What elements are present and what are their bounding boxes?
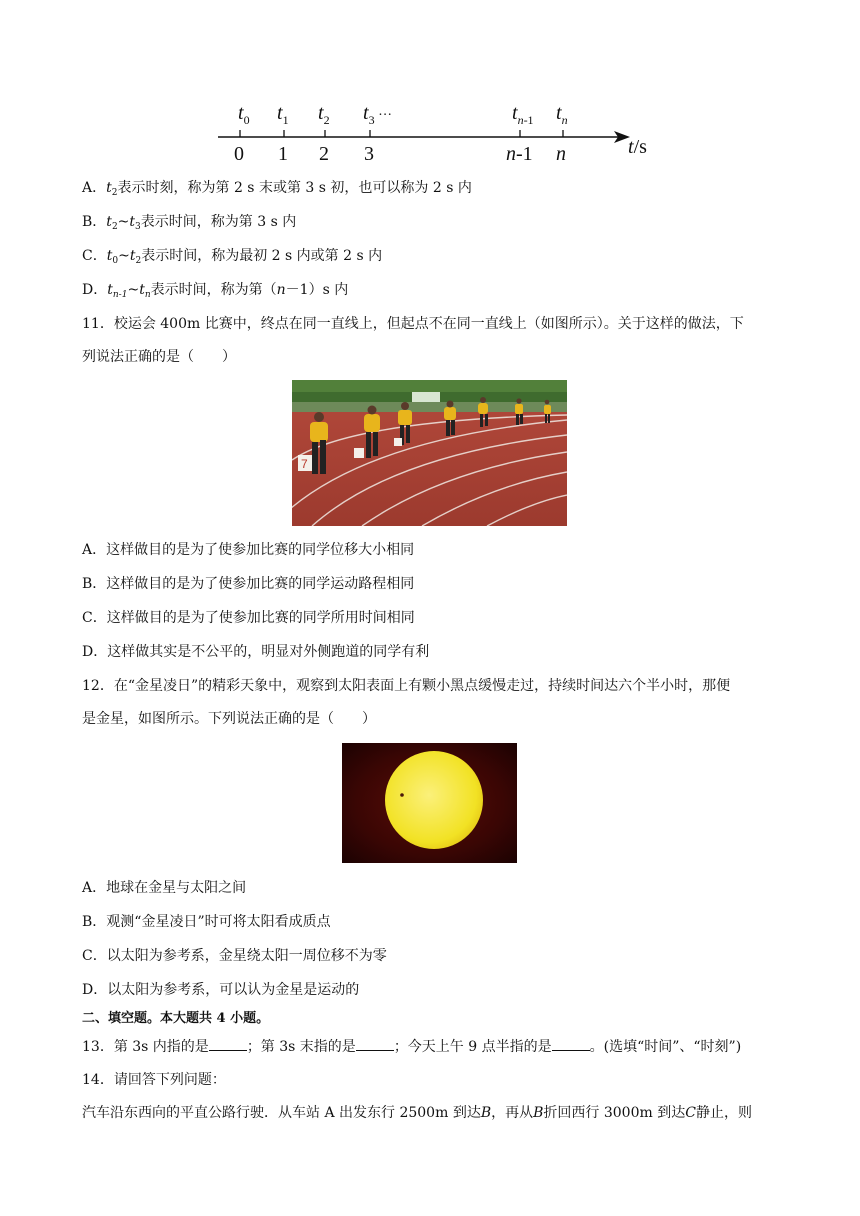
tick-label-t3: $t_3$ ··· (363, 102, 393, 127)
q10-option-a: A．$t_2$表示时刻，称为第 2 s 末或第 3 s 初，也可以称为 2 s 内 (82, 180, 472, 198)
q14-text: 汽车沿东西向的平直公路行驶．从车站 A 出发东行 2500m 到达B，再从B折回西行 3000m 到达C静止，则 (82, 1105, 752, 1121)
venus-transit-photo (342, 743, 517, 863)
q12-option-c: C．以太阳为参考系，金星绕太阳一周位移不为零 (82, 948, 387, 964)
q12-option-b: B．观测“金星凌日”时可将太阳看成质点 (82, 914, 331, 930)
q11-stem-line1: 11．校运会 400m 比赛中，终点在同一直线上，但起点不在同一直线上（如图所示）。关于这样的做法，下 (82, 316, 744, 332)
q11-stem-line2: 列说法正确的是（ ） (82, 349, 236, 365)
tick-label-tn: $t_n$ (556, 102, 568, 127)
q12-option-d: D．以太阳为参考系，可以认为金星是运动的 (82, 982, 360, 998)
tick-label-t1: $t_1$ (277, 102, 289, 127)
tick-value-0: 0 (234, 143, 244, 165)
q11-option-c: C．这样做目的是为了使参加比赛的同学所用时间相同 (82, 610, 415, 626)
tick-label-t0: $t_0$ (238, 102, 250, 127)
tick-value-n: n (556, 143, 566, 165)
q13-blank-3[interactable] (552, 1036, 590, 1051)
q10-option-d: D．$t_{n-1}\sim t_n$表示时间，称为第（n－1）s 内 (82, 282, 349, 300)
axis-label: t/s (628, 136, 647, 158)
q10-option-c: C．$t_0\sim t_2$表示时间，称为最初 2 s 内或第 2 s 内 (82, 248, 383, 266)
tick-label-tn-1: $t_n-1$ (512, 102, 534, 127)
q13-blank-2[interactable] (356, 1036, 394, 1051)
q12-stem-line2: 是金星，如图所示。下列说法正确的是（ ） (82, 711, 376, 727)
q11-option-a: A．这样做目的是为了使参加比赛的同学位移大小相同 (82, 542, 415, 558)
q10-option-b: B．$t_2\sim t_3$表示时间，称为第 3 s 内 (82, 214, 297, 232)
lane-number: 7 (301, 457, 308, 471)
q13-line: 13．第 3s 内指的是 ；第 3s 末指的是 ；今天上午 9 点半指的是 。(选填“时间”、“时刻”) (82, 1036, 741, 1057)
tick-label-t2: $t_2$ (318, 102, 330, 127)
tick-value-n-1: n-1 (506, 143, 533, 165)
q13-blank-1[interactable] (209, 1036, 247, 1051)
q11-option-d: D．这样做其实是不公平的，明显对外侧跑道的同学有利 (82, 644, 430, 660)
q12-stem-line1: 12．在“金星凌日”的精彩天象中，观察到太阳表面上有颗小黑点缓慢走过，持续时间达六个半小时，那便 (82, 678, 731, 694)
section-heading: 二、填空题。本大题共 4 小题。 (82, 1011, 270, 1026)
track-race-photo (292, 380, 567, 526)
tick-value-2: 2 (319, 143, 329, 165)
q14-stem: 14．请回答下列问题： (82, 1072, 226, 1088)
tick-value-3: 3 (364, 143, 374, 165)
q11-option-b: B．这样做目的是为了使参加比赛的同学运动路程相同 (82, 576, 415, 592)
timeline-figure (210, 95, 660, 170)
q12-option-a: A．地球在金星与太阳之间 (82, 880, 247, 896)
tick-value-1: 1 (278, 143, 288, 165)
